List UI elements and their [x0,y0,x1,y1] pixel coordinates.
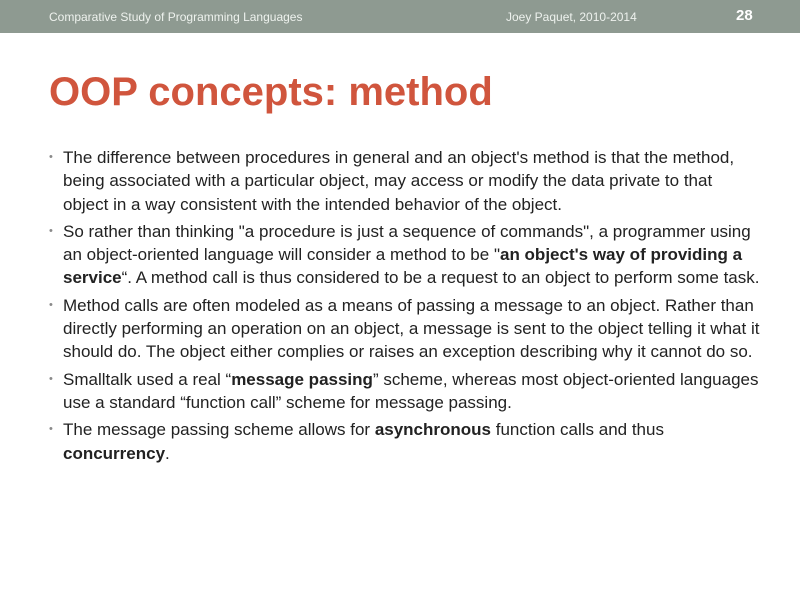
bullet-dot-icon: • [49,298,53,311]
bullet-bold-text: an object's way of providing a service [63,245,743,288]
bullet-dot-icon: • [49,372,53,385]
bullet-dot-icon: • [49,423,53,436]
bullet-text: The difference between procedures in general and an object's method is that the method, being associated with a particular object, may access or modify the data private to that object in a way consistent with the intended behavior of the object. [63,148,735,214]
bullet-procedures-vs-methods [49,146,761,216]
bullet-bold-text: concurrency [63,443,166,463]
header-bar [0,0,800,33]
bullet-text: ” scheme, whereas most object-oriented languages use a standard “function call” scheme for message passing. [63,369,759,412]
bullet-bold-text: message passing [231,369,373,389]
course-title: Comparative Study of Programming Languages [49,10,303,24]
bullet-text: . [165,443,170,463]
bullet-dot-icon: • [49,224,53,237]
bullet-bold-text: asynchronous [374,420,492,440]
bullet-smalltalk [49,368,761,415]
slide-title: OOP concepts: method [49,70,493,114]
bullet-message-model [49,294,761,364]
bullet-text: “. A method call is thus considered to be a request to an object to perform some task. [121,268,760,288]
bullet-async-concurrency [49,418,761,465]
bullet-list [49,146,761,469]
author-and-years: Joey Paquet, 2010-2014 [506,10,637,24]
bullet-method-as-service [49,220,761,290]
page-number: 28 [736,7,753,24]
bullet-text: So rather than thinking "a procedure is just a sequence of commands", a programmer using an object-oriented language will consider a method to be " [63,221,751,265]
bullet-text: The message passing scheme allows for [63,420,375,440]
bullet-text: Smalltalk used a real “ [63,369,232,389]
bullet-dot-icon: • [49,151,53,163]
bullet-text: function calls and thus [491,420,664,440]
bullet-text: Method calls are often modeled as a means of passing a message to an object. Rather than directly performing an operation on an object, a message is sent to the object telling it what it should do. The object either complies or raises an exception describing why it cannot do so. [63,295,760,362]
